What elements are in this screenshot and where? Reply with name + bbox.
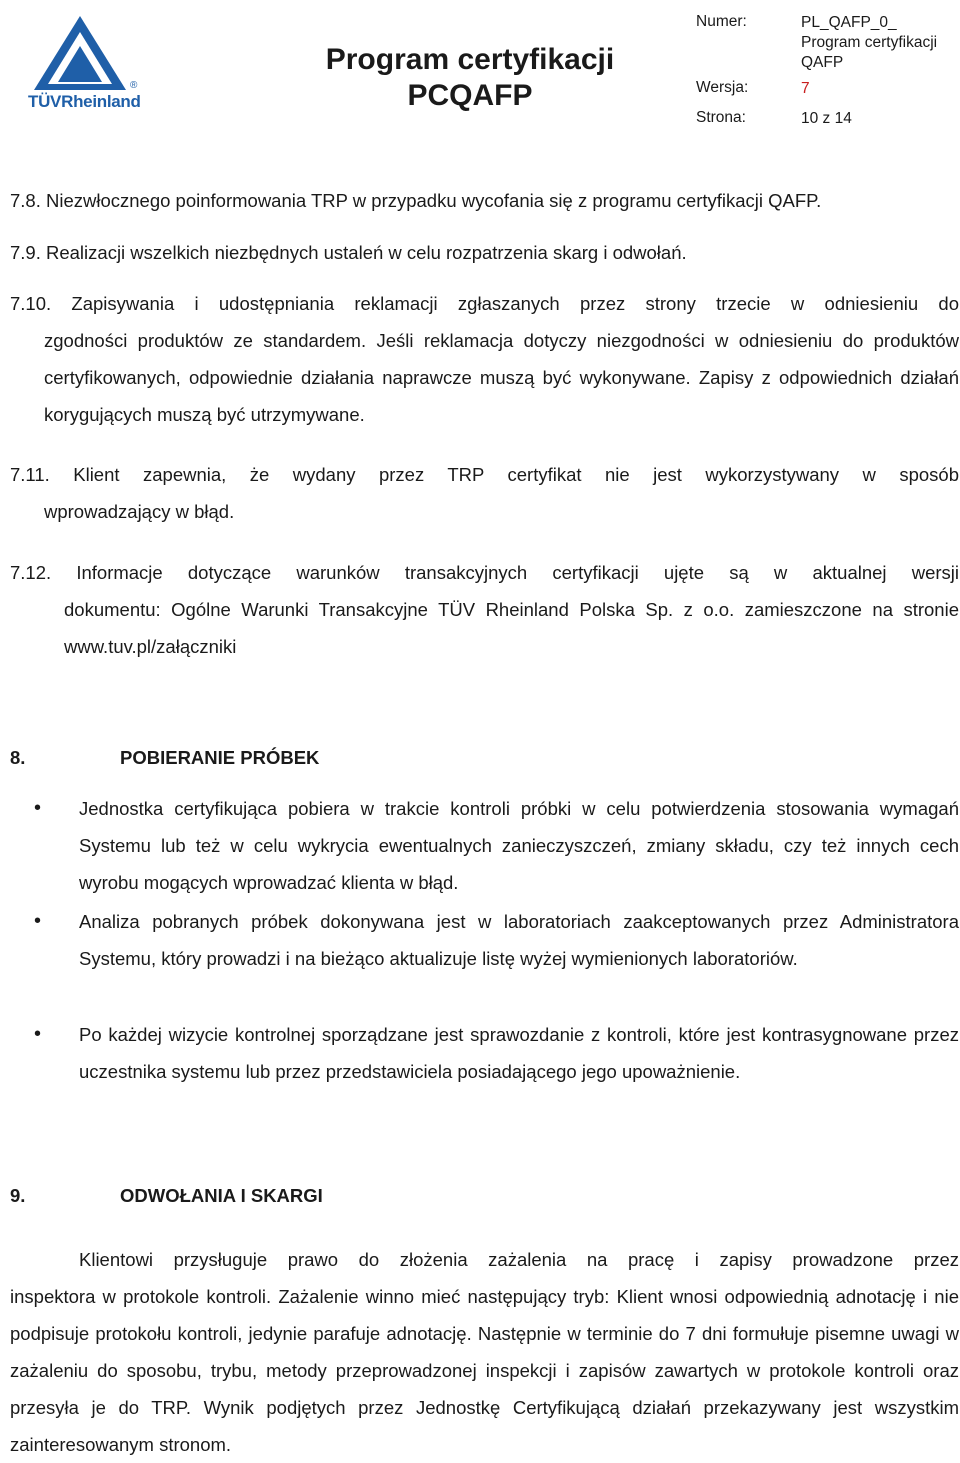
bullet-icon: • xyxy=(34,910,42,932)
item-7-12-continuation: dokumentu: Ogólne Warunki Transakcyjne TÜV Rheinland Polska Sp. z o.o. zamieszczone na stronie www.tuv.pl/załączniki xyxy=(64,599,959,657)
section-8-bullet-3: Po każdej wizycie kontrolnej sporządzane jest sprawozdanie z kontroli, które jest kontrasygnowane przez uczestnika systemu lub przez przedstawiciela posiadającego jego upoważnienie. xyxy=(79,1024,959,1082)
item-7-8: 7.8. Niezwłocznego poinformowania TRP w przypadku wycofania się z programu certyfikacji QAFP. xyxy=(10,190,822,211)
document-title xyxy=(250,42,690,114)
title-line-1: Program certyfikacji xyxy=(325,43,615,76)
title-line-2: PCQAFP xyxy=(407,79,533,112)
section-9-title: ODWOŁANIA I SKARGI xyxy=(120,1185,323,1206)
numer-value-2: Program certyfikacji xyxy=(801,34,938,51)
registered-mark: ® xyxy=(130,80,138,91)
wersja-label: Wersja: xyxy=(696,79,749,96)
section-8-title: POBIERANIE PRÓBEK xyxy=(120,747,320,768)
item-7-9: 7.9. Realizacji wszelkich niezbędnych ustaleń w celu rozpatrzenia skarg i odwołań. xyxy=(10,242,687,263)
numer-value-1: PL_QAFP_0_ xyxy=(801,14,897,31)
bullet-icon: • xyxy=(34,1023,42,1045)
numer-value-3: QAFP xyxy=(801,54,844,71)
section-8-number: 8. xyxy=(10,747,26,768)
item-7-10-first-line: 7.10. Zapisywania i udostępniania reklamacji zgłaszanych przez strony trzecie w odniesieniu do xyxy=(10,293,959,314)
logo-text: TÜVRheinland xyxy=(28,92,141,111)
item-7-12-first-line: 7.12. Informacje dotyczące warunków transakcyjnych certyfikacji ujęte są w aktualnej wersji xyxy=(10,562,959,583)
section-9-body: inspektora w protokole kontroli. Zażalenie winno mieć następujący tryb: Klient wnosi odpowiednią adnotację i nie podpisuje protokołu kontroli, jedynie parafuje adnotację. Następnie w terminie do 7 dni formułuje pisemne uwagi w zażaleniu do sposobu, trybu, metody przeprowadzonej inspekcji i zapisów zawartych w protokole kontroli oraz przesyła je do TRP. Wynik podjętych przez Jednostkę Certyfikującą działań przekazywany jest wszystkim zainteresowanym stronom. xyxy=(10,1286,959,1455)
section-9-number: 9. xyxy=(10,1185,26,1206)
bullet-icon: • xyxy=(34,797,42,819)
item-7-11-first-line: 7.11. Klient zapewnia, że wydany przez TRP certyfikat nie jest wykorzystywany w sposób xyxy=(10,464,959,485)
section-8-bullet-1: Jednostka certyfikująca pobiera w trakcie kontroli próbki w celu potwierdzenia stosowania wymagań Systemu lub też w celu wykrycia ewentualnych zanieczyszczeń, zmiany składu, czy też innych cech wyrobu mogących wprowadzać klienta w błąd. xyxy=(79,798,959,893)
tuv-rheinland-logo xyxy=(22,12,146,112)
section-8-bullet-2: Analiza pobranych próbek dokonywana jest w laboratoriach zaakceptowanych przez Administratora Systemu, który prowadzi i na bieżąco aktualizuje listę wyżej wymienionych laboratoriów. xyxy=(79,911,959,969)
section-9-first-line: Klientowi przysługuje prawo do złożenia zażalenia na pracę i zapisy prowadzone przez xyxy=(79,1249,959,1270)
wersja-value: 7 xyxy=(801,80,810,97)
item-7-10-continuation: zgodności produktów ze standardem. Jeśli reklamacja dotyczy niezgodności w odniesieniu do produktów certyfikowanych, odpowiednie działania naprawcze muszą być wykonywane. Zapisy z odpowiednich działań korygujących muszą być utrzymywane. xyxy=(44,330,959,425)
strona-value: 10 z 14 xyxy=(801,110,852,127)
numer-label: Numer: xyxy=(696,13,747,30)
item-7-11-continuation: wprowadzający w błąd. xyxy=(44,501,235,522)
strona-label: Strona: xyxy=(696,109,746,126)
